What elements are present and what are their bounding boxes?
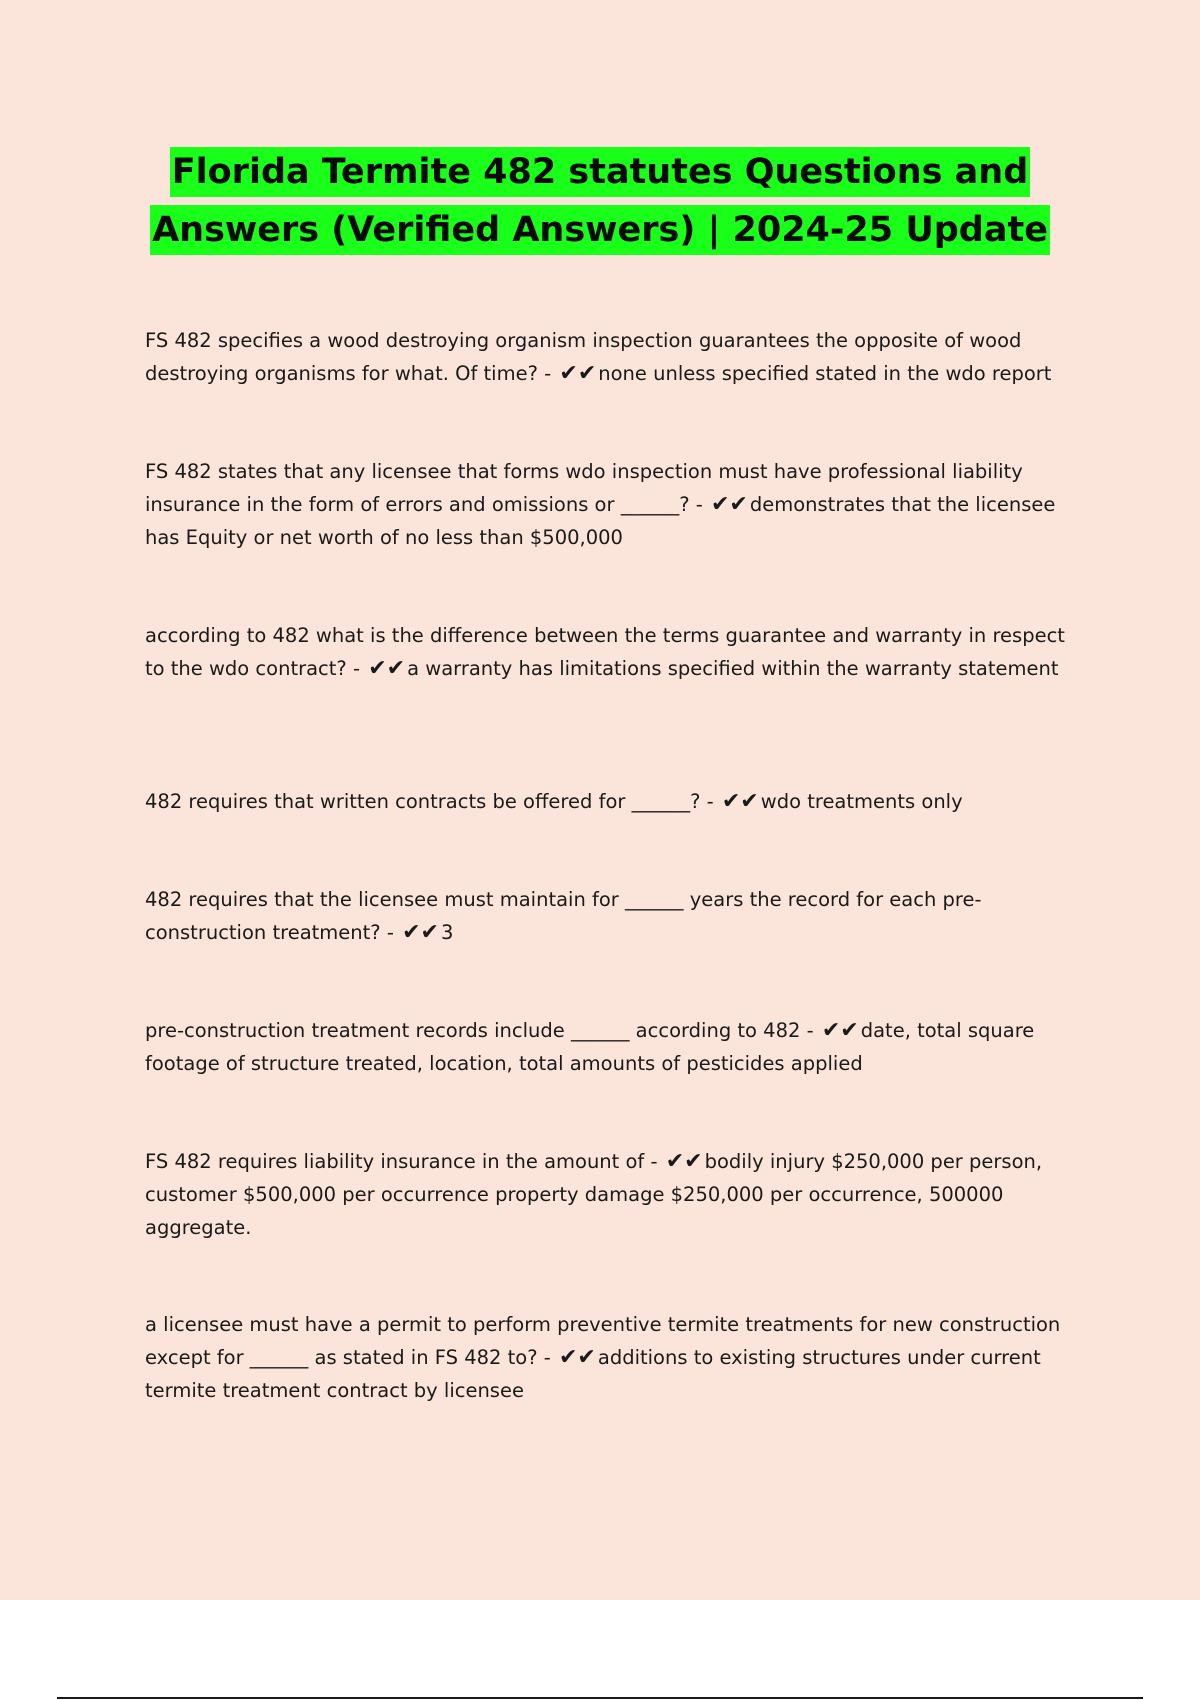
separator: - [800, 1019, 820, 1042]
checkmark-icon: ✔✔ [368, 656, 406, 681]
footer-divider [57, 1697, 1143, 1699]
answer-text: none unless specified stated in the wdo report [598, 362, 1052, 385]
separator: - [644, 1150, 664, 1173]
qa-item [145, 324, 1090, 390]
separator: - [700, 790, 720, 813]
separator: - [537, 362, 558, 385]
separator: - [380, 921, 401, 944]
checkmark-icon: ✔✔ [559, 361, 597, 386]
checkmark-icon: ✔✔ [665, 1149, 703, 1174]
checkmark-icon: ✔✔ [402, 920, 439, 945]
question-text: pre-construction treatment records include ______ according to 482 [145, 1019, 801, 1042]
document-title [0, 143, 1200, 259]
title-line-1: Florida Termite 482 statutes Questions and [170, 147, 1031, 197]
question-text: 482 requires that written contracts be offered for ______? [145, 790, 701, 813]
answer-text: a warranty has limitations specified within the warranty statement [407, 657, 1059, 680]
separator: - [537, 1346, 557, 1369]
qa-item [145, 1145, 1090, 1244]
title-line-2: Answers (Verified Answers) | 2024-25 Update [150, 205, 1050, 255]
separator: - [689, 493, 709, 516]
answer-text: demonstrates that the licensee has Equity or net worth of no less than $500,000 [145, 493, 1056, 549]
qa-item [145, 1014, 1090, 1080]
question-text: a licensee must have a permit to perform preventive termite treatments for new construction except for ______ as stated in FS 482 to? [145, 1313, 1061, 1369]
checkmark-icon: ✔✔ [710, 492, 748, 517]
question-text: FS 482 requires liability insurance in the amount of [145, 1150, 645, 1173]
answer-text: 3 [440, 921, 454, 944]
qa-item [145, 1308, 1090, 1407]
answer-text: wdo treatments only [760, 790, 963, 813]
question-text: 482 requires that the licensee must maintain for ______ years the record for each pre-construction treatment? [145, 888, 982, 944]
answer-text: date, total square footage of structure treated, location, total amounts of pesticides applied [145, 1019, 1035, 1075]
answer-text: additions to existing structures under current termite treatment contract by licensee [145, 1346, 1041, 1402]
answer-text: bodily injury $250,000 per person, customer $500,000 per occurrence property damage $250,000 per occurrence, 500000 aggregate. [145, 1150, 1043, 1239]
question-text: according to 482 what is the difference between the terms guarantee and warranty in respect to the wdo contract? [145, 624, 1065, 680]
qa-item [145, 883, 1090, 949]
qa-item [145, 455, 1090, 554]
checkmark-icon: ✔✔ [559, 1345, 596, 1370]
checkmark-icon: ✔✔ [721, 789, 759, 814]
separator: - [346, 657, 367, 680]
question-text: FS 482 specifies a wood destroying organism inspection guarantees the opposite of wood destroying organisms for what. Of time? [145, 329, 1022, 385]
qa-item [145, 785, 1090, 818]
question-text: FS 482 states that any licensee that forms wdo inspection must have professional liability insurance in the form of errors and omissions or ______? [145, 460, 1023, 516]
qa-item [145, 619, 1090, 685]
checkmark-icon: ✔✔ [821, 1018, 859, 1043]
